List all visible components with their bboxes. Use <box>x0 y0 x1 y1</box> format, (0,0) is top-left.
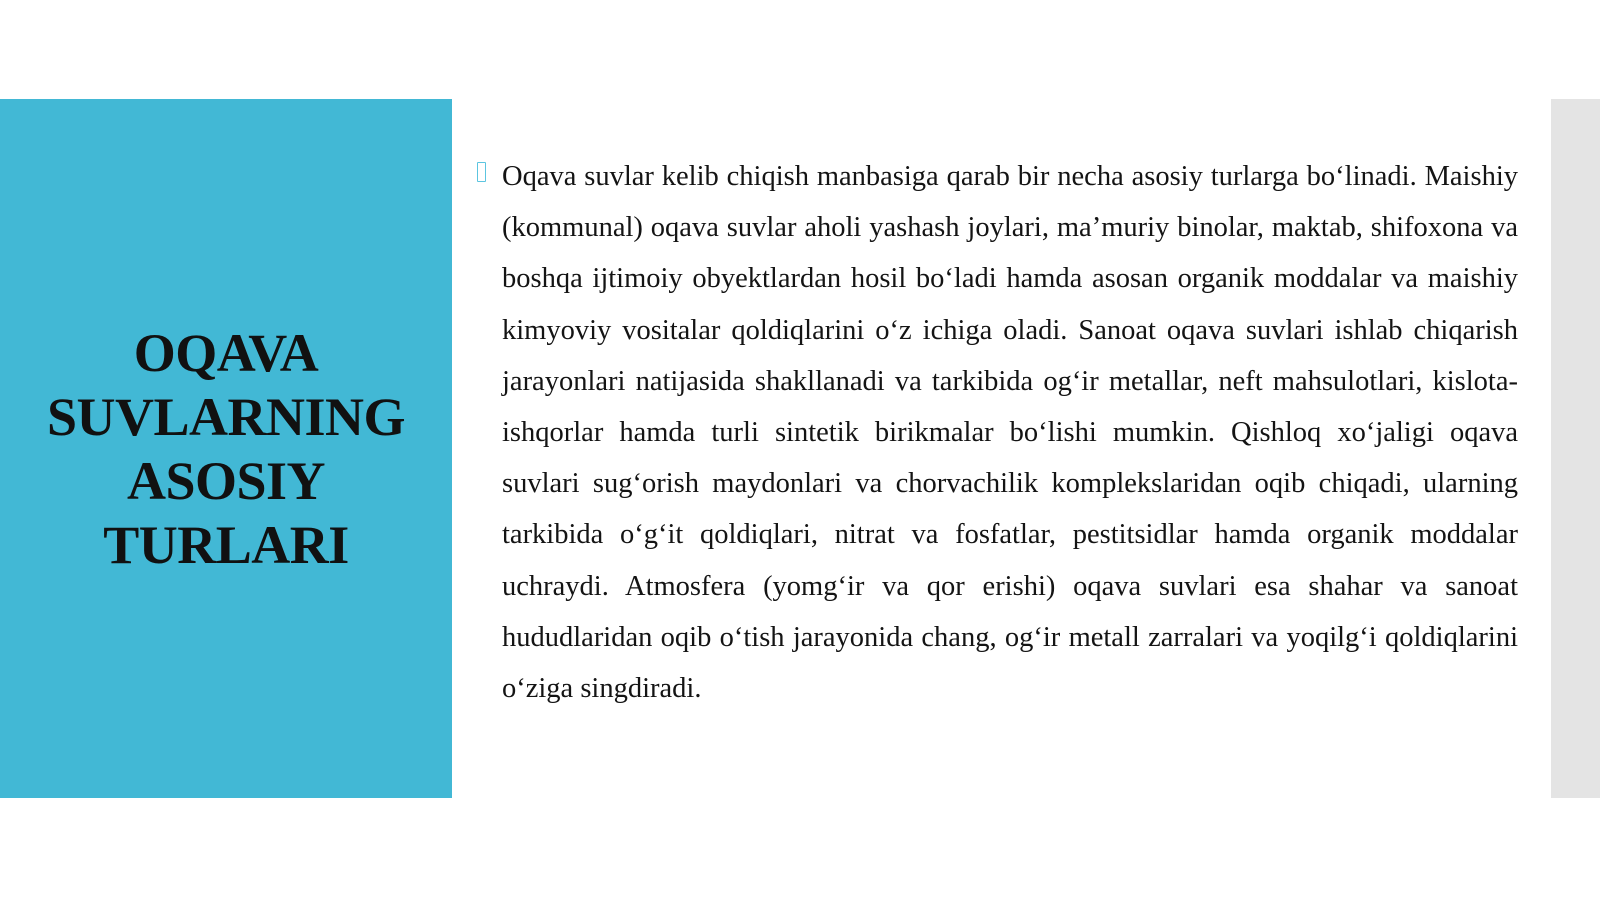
title-line-2: SUVLARNING <box>46 386 406 447</box>
slide-body-text: Oqava suvlar kelib chiqish manbasiga qarab bir necha asosiy turlarga bo‘linadi. Maishiy (kommunal) oqava suvlar aholi yashash joylari, ma’muriy binolar, maktab, shifoxona va boshqa ijtimoiy obyektlardan hosil bo‘ladi hamda asosan organik moddalar va maishiy kimyoviy vositalar qoldiqlarini o‘z ichiga oladi. Sanoat oqava suvlari ishlab chiqarish jarayonlari natijasida shakllanadi va tarkibida og‘ir metallar, neft mahsulotlari, kislota-ishqorlar hamda turli sintetik birikmalar bo‘lishi mumkin. Qishloq xo‘jaligi oqava suvlari sug‘orish maydonlari va chorvachilik komplekslaridan oqib chiqadi, ularning tarkibida o‘g‘it qoldiqlari, nitrat va fosfatlar, pestitsidlar hamda organik moddalar uchraydi. Atmosfera (yomg‘ir va qor erishi) oqava suvlari esa shahar va sanoat hududlaridan oqib o‘tish jarayonida chang, og‘ir metall zarralari va yoqilg‘i qoldiqlarini o‘ziga singdiradi. <box>502 161 1518 705</box>
title-line-3: ASOSIY <box>126 450 326 511</box>
bullet-icon <box>477 162 486 182</box>
slide-title <box>16 321 436 577</box>
title-panel <box>0 99 452 798</box>
right-accent-strip <box>1551 99 1600 798</box>
title-line-4: TURLARI <box>103 514 349 575</box>
title-line-1: OQAVA <box>133 322 319 383</box>
